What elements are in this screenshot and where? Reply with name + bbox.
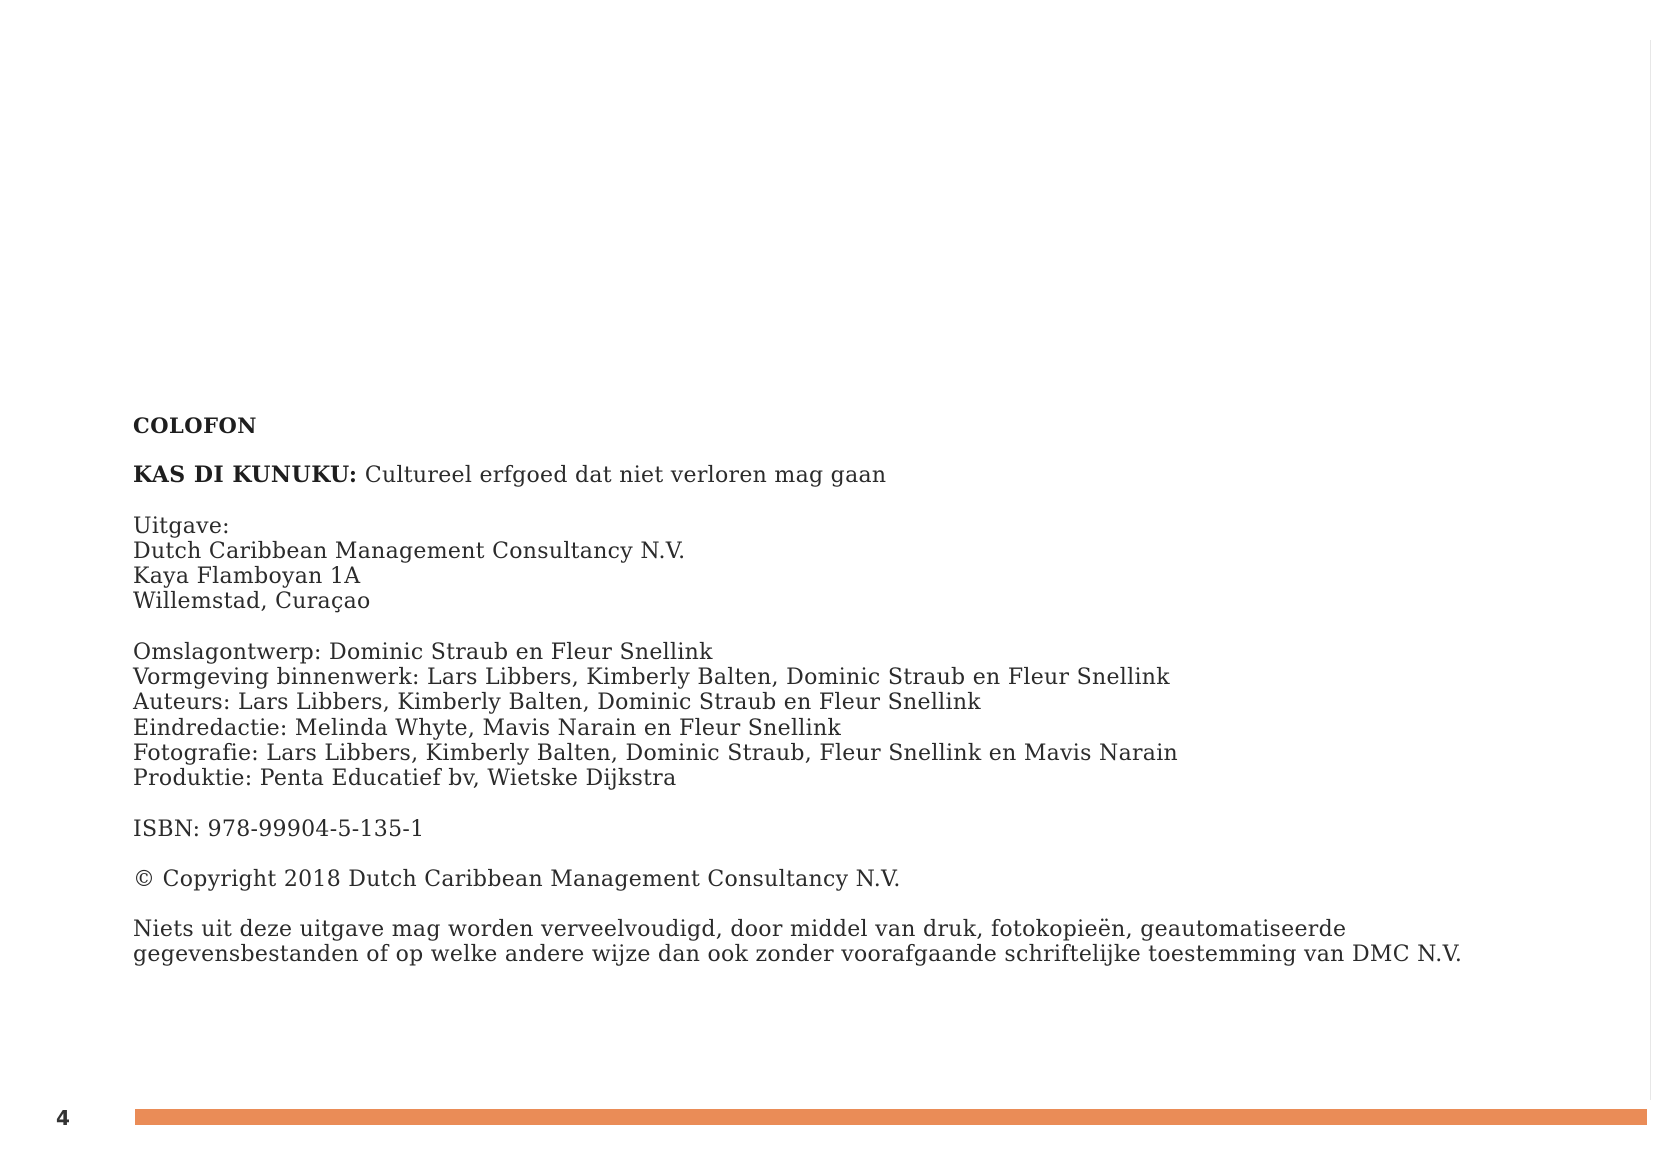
credit-production: Produktie: Penta Educatief bv, Wietske Dijkstra xyxy=(133,766,677,792)
credits-block xyxy=(133,640,1553,792)
credit-interior-design: Vormgeving binnenwerk: Lars Libbers, Kimberly Balten, Dominic Straub en Fleur Snellink xyxy=(133,665,1170,691)
publisher-label: Uitgave: xyxy=(133,513,230,539)
isbn-line: ISBN: 978-99904-5-135-1 xyxy=(133,816,425,842)
rights-notice xyxy=(133,917,1553,968)
colofon-heading: COLOFON xyxy=(133,413,257,438)
page-number: 4 xyxy=(56,1106,70,1130)
rights-notice-line-1: Niets uit deze uitgave mag worden verveelvoudigd, door middel van druk, fotokopieën, geautomatiseerde xyxy=(133,917,1347,943)
book-title xyxy=(133,463,1553,488)
rights-notice-line-2: gegevensbestanden of op welke andere wijze dan ook zonder voorafgaande schriftelijke toestemming van DMC N.V. xyxy=(133,942,1463,968)
copyright-line: © Copyright 2018 Dutch Caribbean Management Consultancy N.V. xyxy=(133,866,901,892)
credit-cover-design: Omslagontwerp: Dominic Straub en Fleur Snellink xyxy=(133,639,713,665)
footer-accent-bar xyxy=(135,1109,1647,1125)
credit-editing: Eindredactie: Melinda Whyte, Mavis Narain en Fleur Snellink xyxy=(133,715,842,741)
publisher-street: Kaya Flamboyan 1A xyxy=(133,564,361,590)
page-edge-line xyxy=(1650,40,1651,1100)
credit-photography: Fotografie: Lars Libbers, Kimberly Balten, Dominic Straub, Fleur Snellink en Mavis Narain xyxy=(133,740,1179,766)
book-title-subtitle: Cultureel erfgoed dat niet verloren mag gaan xyxy=(357,463,887,489)
colofon-section xyxy=(133,413,1553,968)
publisher-name: Dutch Caribbean Management Consultancy N.V. xyxy=(133,538,686,564)
publisher-city: Willemstad, Curaçao xyxy=(133,589,371,615)
publisher-block xyxy=(133,514,1553,615)
book-title-strong: KAS DI KUNUKU: xyxy=(133,462,358,489)
credit-authors: Auteurs: Lars Libbers, Kimberly Balten, Dominic Straub en Fleur Snellink xyxy=(133,690,981,716)
